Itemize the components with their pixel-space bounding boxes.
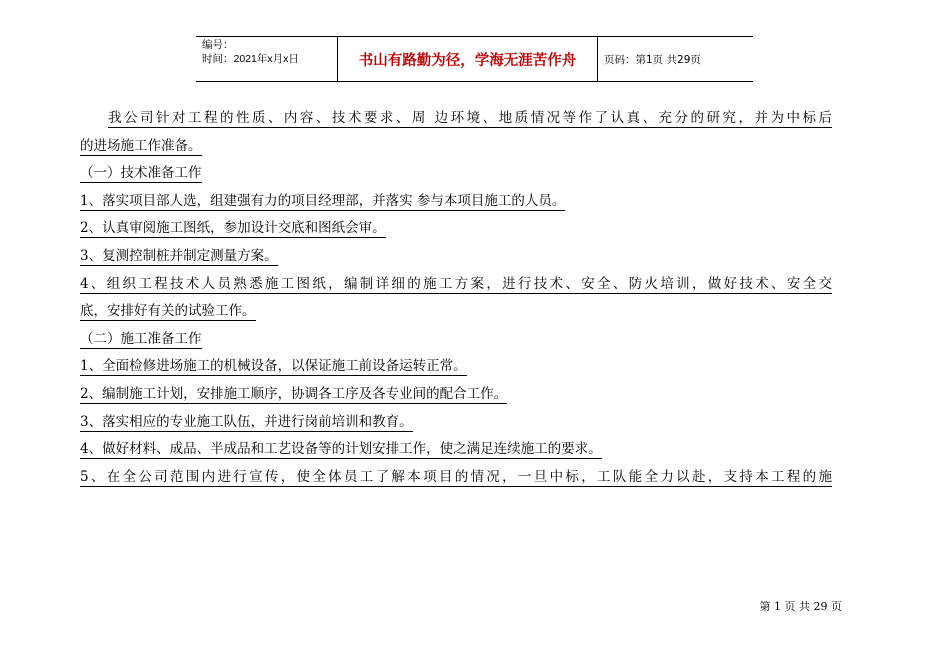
header-page-info: 页码：第1页 共29页 [604, 53, 701, 66]
list-item-continued: 底，安排好有关的试验工作。 [80, 303, 256, 320]
list-item: 2、编制施工计划，安排施工顺序，协调各工序及各专业间的配合工作。 [80, 385, 508, 402]
time-label: 时间：2021年x月x日 [202, 53, 299, 65]
list-item: 3、复测控制桩并制定测量方案。 [80, 247, 278, 264]
list-item: 3、落实相应的专业施工队伍，并进行岗前培训和教育。 [80, 413, 413, 430]
list-item: 4、做好材料、成品、半成品和工艺设备等的计划安排工作，使之满足连续施工的要求。 [80, 441, 602, 458]
list-item: 4、组织工程技术人员熟悉施工图纸，编制详细的施工方案，进行技术、安全、防火培训，做好技术、安全交 [80, 275, 832, 292]
list-item: 5、在全公司范围内进行宣传，使全体员工了解本项目的情况，一旦中标，工队能全力以赴，支持本工程的施 [80, 468, 832, 485]
header-meta-cell [196, 37, 338, 81]
page-footer: 第 1 页 共 29 页 [759, 600, 842, 613]
list-item: 2、认真审阅施工图纸，参加设计交底和图纸会审。 [80, 220, 386, 237]
section-title-technical: （一）技术准备工作 [80, 165, 202, 182]
document-body [80, 105, 832, 491]
intro-line-1: 我公司针对工程的性质、内容、技术要求、周 边环境、地质情况等作了认真、充分的研究，并为中标后 [108, 110, 832, 126]
document-header [196, 36, 753, 82]
header-slogan: 书山有路勤为径，学海无涯苦作舟 [338, 37, 598, 81]
section-title-construction: （二）施工准备工作 [80, 330, 202, 347]
number-label: 编号： [202, 39, 234, 51]
intro-line-2: 的进场施工作准备。 [80, 137, 202, 154]
list-item: 1、全面检修进场施工的机械设备，以保证施工前设备运转正常。 [80, 358, 467, 375]
list-item: 1、落实项目部人选，组建强有力的项目经理部，并落实 参与本项目施工的人员。 [80, 192, 566, 209]
